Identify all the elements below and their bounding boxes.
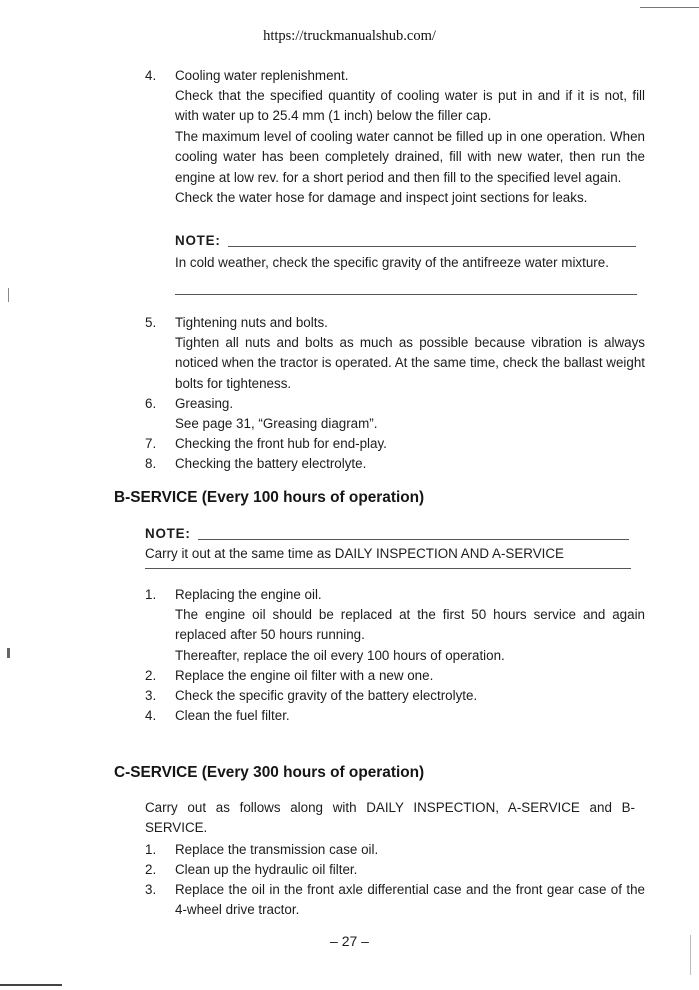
item-number: 3. [145,688,157,703]
item-title: Clean up the hydraulic oil filter. [175,862,358,877]
margin-mark [690,935,691,975]
note-bottom-rule [145,568,631,569]
page-number: – 27 – [330,933,369,949]
item-body-2: The maximum level of cooling water cannot be filled up in one operation. When cooling water has been completely drained, fill with new water, then run the engine at low rev. for a short period and then fill to the specified level again. [175,128,645,185]
item-number: 2. [145,668,157,683]
list-item-front-hub [145,434,645,454]
item-number: 4. [145,708,157,723]
item-number: 8. [145,456,157,471]
item-title: Tightening nuts and bolts. [175,315,328,330]
section-heading-c-service: C-SERVICE (Every 300 hours of operation) [114,764,425,781]
item-number: 7. [145,436,157,451]
list-item-nuts-bolts [145,313,645,394]
item-title: Replace the engine oil filter with a new one. [175,668,434,683]
list-item-battery-gravity [145,686,645,706]
list-item-battery [145,454,645,474]
section-intro: Carry out as follows along with DAILY INSPECTION, A-SERVICE and B-SERVICE. [145,800,635,836]
item-title: Greasing. [175,396,234,411]
item-number: 1. [145,842,157,857]
margin-mark [8,288,9,302]
item-body: The engine oil should be replaced at the first 50 hours service and again replaced after 50 hours running. [175,607,645,643]
item-title: Checking the battery electrolyte. [175,456,367,471]
item-number: 6. [145,396,157,411]
item-title: Replace the oil in the front axle differential case and the front gear case of the 4-wheel drive tractor. [175,882,645,917]
top-edge-rule [640,7,699,8]
list-item-transmission-oil [145,840,645,860]
item-body: See page 31, “Greasing diagram”. [175,416,378,431]
item-body: Check that the specified quantity of cooling water is put in and if it is not, fill with water up to 25.4 mm (1 inch) below the filler cap. [175,88,645,124]
list-item-fuel-filter [145,706,645,726]
item-title: Replacing the engine oil. [175,587,322,602]
note-text: Carry it out at the same time as DAILY INSPECTION AND A-SERVICE [145,546,564,561]
item-title: Cooling water replenishment. [175,68,349,83]
item-number: 3. [145,882,157,897]
item-body-2: Thereafter, replace the oil every 100 hours of operation. [175,647,505,663]
item-body-3: Check the water hose for damage and inspect joint sections for leaks. [175,190,588,206]
bottom-edge-rule [0,984,62,986]
item-title: Replace the transmission case oil. [175,842,379,857]
item-title: Checking the front hub for end-play. [175,436,387,451]
list-item-cooling-water [145,66,645,208]
list-item-greasing [145,394,645,434]
note-label: NOTE: [175,233,221,248]
note-text: In cold weather, check the specific gravity of the antifreeze water mixture. [175,255,609,270]
source-url: https://truckmanualshub.com/ [263,28,436,44]
section-heading-b-service: B-SERVICE (Every 100 hours of operation) [114,489,425,506]
item-number: 2. [145,862,157,877]
note-top-rule [198,539,629,540]
note-bottom-rule [175,294,637,295]
item-body: Tighten all nuts and bolts as much as possible because vibration is always noticed when the tractor is operated. At the same time, check the ballast weight bolts for tighteness. [175,335,645,391]
item-title: Clean the fuel filter. [175,708,290,723]
item-number: 5. [145,315,157,330]
list-item-front-axle-oil [145,880,645,920]
note-top-rule [228,246,636,247]
margin-mark [7,648,10,658]
list-item-engine-oil [145,585,645,666]
note-label: NOTE: [145,526,191,541]
item-title: Check the specific gravity of the battery electrolyte. [175,688,478,703]
item-number: 1. [145,587,157,602]
list-item-oil-filter [145,666,645,686]
item-number: 4. [145,68,157,83]
list-item-hydraulic-filter [145,860,645,880]
